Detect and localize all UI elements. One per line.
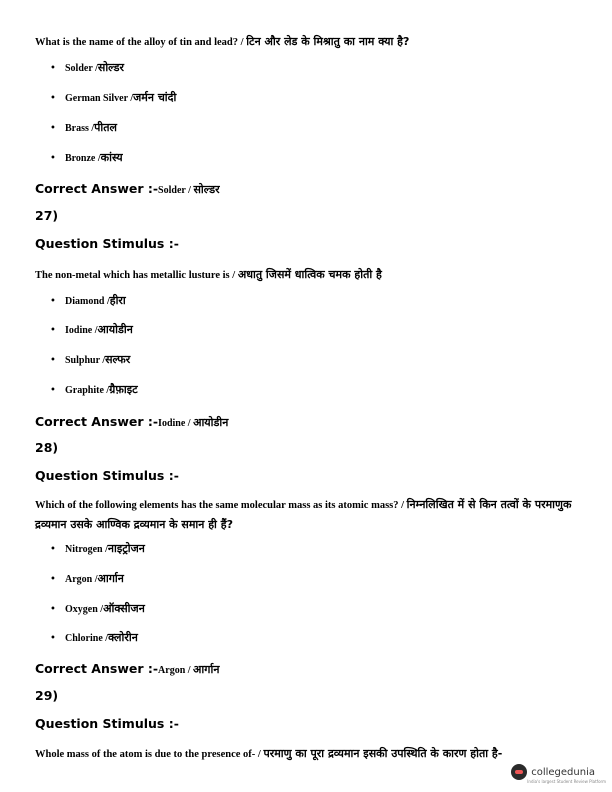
bullet-icon: • bbox=[50, 325, 56, 336]
question-text: Whole mass of the atom is due to the presence of- / परमाणु का पूरा द्रव्यमान इसकी उपस्थिति के कारण होता है- bbox=[35, 747, 503, 760]
option-item: • Brass / पीतल bbox=[50, 121, 117, 134]
bullet-icon: • bbox=[50, 385, 56, 396]
option-item: • Graphite / ग्रैफ़ाइट bbox=[50, 383, 138, 396]
correct-answer: Correct Answer :-Iodine / आयोडीन bbox=[35, 414, 229, 429]
correct-answer: Correct Answer :-Solder / सोल्डर bbox=[35, 181, 220, 196]
mascot-icon bbox=[511, 764, 527, 780]
option-item: • Bronze / कांस्य bbox=[50, 151, 123, 164]
question-text: Which of the following elements has the same molecular mass as its atomic mass? / निम्नलिखित में से किन तत्वों के परमाणुक द्रव्यमान उसके आण्विक द्रव्यमान के समान ही हैं? bbox=[35, 498, 572, 531]
bullet-icon: • bbox=[50, 574, 56, 585]
bullet-icon: • bbox=[50, 544, 56, 555]
bullet-icon: • bbox=[50, 604, 56, 615]
question-text: The non-metal which has metallic lusture is / अधातु जिसमें धात्विक चमक होती है bbox=[35, 268, 382, 281]
bullet-icon: • bbox=[50, 153, 56, 164]
question-number: 27) bbox=[35, 208, 59, 223]
option-item: • Oxygen / ऑक्सीजन bbox=[50, 602, 145, 615]
question-stimulus-label: Question Stimulus :- bbox=[35, 236, 179, 251]
option-item: • Diamond / हीरा bbox=[50, 294, 126, 307]
option-item: • Chlorine / क्लोरीन bbox=[50, 631, 138, 644]
bullet-icon: • bbox=[50, 355, 56, 366]
question-stimulus-label: Question Stimulus :- bbox=[35, 468, 179, 483]
option-item: • Nitrogen / नाइट्रोजन bbox=[50, 542, 145, 555]
bullet-icon: • bbox=[50, 123, 56, 134]
bullet-icon: • bbox=[50, 296, 56, 307]
question-text: What is the name of the alloy of tin and lead? / टिन और लेड के मिश्रातु का नाम क्या है? bbox=[35, 35, 410, 48]
collegedunia-logo: collegedunia India's largest Student Review Platform bbox=[511, 760, 606, 784]
option-item: • Argon / आर्गान bbox=[50, 572, 124, 585]
bullet-icon: • bbox=[50, 63, 56, 74]
bullet-icon: • bbox=[50, 93, 56, 104]
correct-answer: Correct Answer :-Argon / आर्गान bbox=[35, 661, 220, 676]
question-number: 29) bbox=[35, 688, 59, 703]
option-item: • Iodine / आयोडीन bbox=[50, 323, 133, 336]
question-number: 28) bbox=[35, 440, 59, 455]
bullet-icon: • bbox=[50, 633, 56, 644]
option-item: • Sulphur / सल्फर bbox=[50, 353, 131, 366]
option-item: • German Silver / जर्मन चांदी bbox=[50, 91, 177, 104]
question-stimulus-label: Question Stimulus :- bbox=[35, 716, 179, 731]
option-item: • Solder / सोल्डर bbox=[50, 61, 125, 74]
